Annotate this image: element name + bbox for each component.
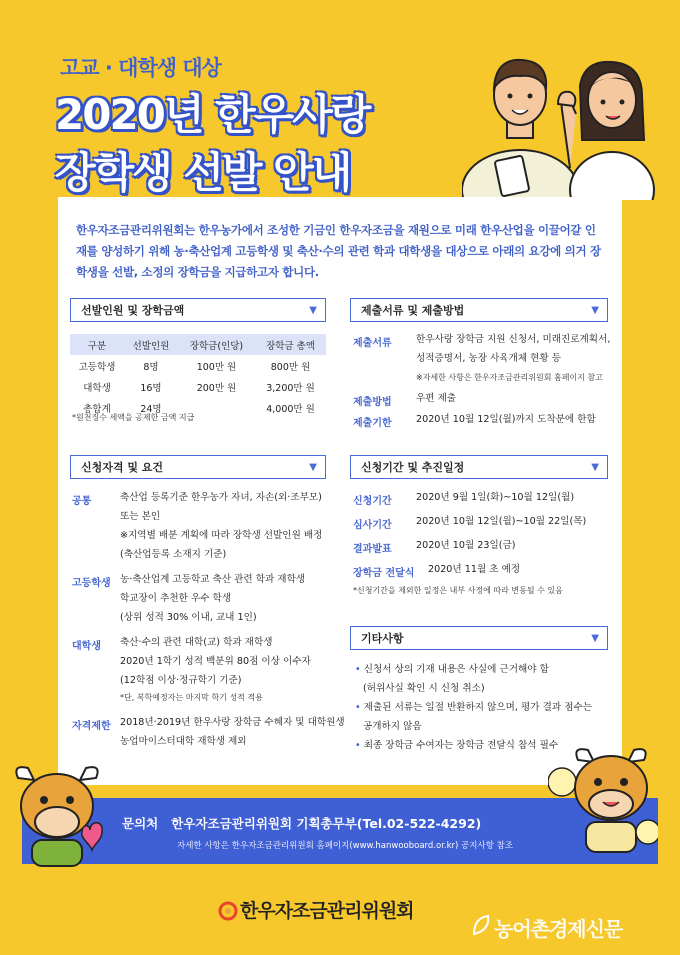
list-item: [355, 698, 592, 717]
eligibility-value: ※지역별 배분 계획에 따라 장학생 선발인원 배정: [120, 530, 323, 541]
newspaper-watermark: 농어촌경제신문: [494, 917, 623, 941]
doc-label: 제출서류: [353, 338, 392, 349]
table-header: 장학금(인당): [178, 334, 255, 355]
eligibility-value: 학교장이 추천한 우수 학생: [120, 593, 232, 604]
table-header-row: [70, 334, 326, 355]
eligibility-value: 축산업 등록기준 한우농가 자녀, 자손(외·조부모): [120, 492, 322, 503]
table-cell: 8명: [143, 361, 159, 373]
triangle-down-icon: ▼: [591, 461, 599, 473]
eligibility-label: 자격제한: [72, 721, 111, 732]
bullet-text: 신청서 상의 기재 내용은 사실에 근거해야 함: [363, 664, 549, 675]
triangle-down-icon: ▼: [309, 304, 317, 316]
eligibility-value: 농업마이스터대학 재학생 제외: [120, 736, 247, 747]
triangle-down-icon: ▼: [591, 304, 599, 316]
schedule-label: 장학금 전달식: [353, 568, 415, 579]
bullet-text-cont: (허위사실 확인 시 신청 취소): [363, 683, 485, 694]
bullet-text: 최종 장학금 수여자는 장학금 전달식 참석 필수: [363, 740, 559, 751]
table-header: 장학금 총액: [255, 334, 326, 355]
table-cell: 200만 원: [196, 382, 237, 394]
selection-table: [70, 334, 326, 418]
triangle-down-icon: ▼: [309, 461, 317, 473]
schedule-heading: [350, 455, 608, 479]
eligibility-value: 2018년·2019년 한우사랑 장학금 수혜자 및 대학원생: [120, 717, 345, 728]
schedule-value: 2020년 9월 1일(화)~10월 12일(월): [416, 492, 575, 503]
bullet-icon: •: [355, 664, 364, 675]
eligibility-heading: [70, 455, 326, 479]
documents-heading: [350, 298, 608, 322]
list-item: [355, 660, 549, 679]
list-item: [355, 736, 558, 755]
doc-value: 한우사랑 장학금 지원 신청서, 미래진로계획서,: [416, 334, 611, 345]
doc-label: 제출방법: [353, 397, 392, 408]
page-title-line2: 장학생 선발 안내: [55, 148, 351, 197]
eligibility-heading-label: 신청자격 및 요건: [81, 461, 164, 474]
doc-value: 2020년 10월 12일(월)까지 도착분에 한함: [416, 414, 596, 425]
eligibility-value: (축산업등록 소재지 기준): [120, 549, 227, 560]
schedule-label: 결과발표: [353, 544, 392, 555]
eligibility-value: 2020년 1학기 성적 백분위 80점 이상 이수자: [120, 656, 311, 667]
contact-line2: 자세한 사항은 한우자조금관리위원회 홈페이지(www.hanwooboard.or.kr) 공지사항 참조: [177, 841, 514, 851]
eligibility-value: (상위 성적 30% 이내, 교내 1인): [120, 612, 257, 623]
doc-note: ※자세한 사항은 한우자조금관리위원회 홈페이지 참고: [416, 373, 603, 382]
eligibility-value: 농·축산업계 고등학교 축산 관련 학과 재학생: [120, 574, 306, 585]
table-cell: 100만 원: [196, 361, 237, 373]
table-row: [70, 376, 326, 397]
organization-logo-text: 한우자조금관리위원회: [240, 900, 414, 922]
table-cell: 4,000만 원: [266, 403, 315, 415]
hanwoo-logo-icon: [218, 899, 238, 921]
eligibility-note: *단, 복학예정자는 마지막 학기 성적 적용: [120, 693, 263, 702]
doc-value: 우편 제출: [416, 393, 457, 404]
doc-label: 제출기한: [353, 418, 392, 429]
bullet-text: 제출된 서류는 일절 반환하지 않으며, 평가 결과 점수는: [363, 702, 593, 713]
schedule-value: 2020년 10월 23일(금): [416, 540, 516, 551]
eligibility-value: (12학점 이상·정규학기 기준): [120, 675, 242, 686]
triangle-down-icon: ▼: [591, 632, 599, 644]
eligibility-value: 축산·수의 관련 대학(교) 학과 재학생: [120, 637, 273, 648]
selection-heading-label: 선발인원 및 장학금액: [81, 304, 185, 317]
bullet-icon: •: [355, 702, 364, 713]
schedule-value: 2020년 10월 12일(월)~10월 22일(목): [416, 516, 587, 527]
schedule-label: 신청기간: [353, 496, 392, 507]
bullet-icon: •: [355, 740, 364, 751]
contact-label: 문의처: [122, 816, 159, 831]
table-cell: 800만 원: [270, 361, 311, 373]
bullet-text-cont: 공개하지 않음: [363, 721, 422, 732]
selection-heading: [70, 298, 326, 322]
table-cell: 24명: [140, 403, 162, 415]
cow-mascot-left: [10, 758, 105, 868]
table-cell: 3,200만 원: [266, 382, 315, 394]
schedule-label: 심사기간: [353, 520, 392, 531]
table-cell: 16명: [140, 382, 162, 394]
table-header: 선발인원: [124, 334, 178, 355]
table-cell: 대학생: [83, 382, 111, 394]
subtitle: 고교 · 대학생 대상: [60, 56, 221, 80]
other-heading-label: 기타사항: [361, 632, 404, 645]
intro-text: 한우자조금관리위원회는 한우농가에서 조성한 기금인 한우자조금을 재원으로 미래 한우산업을 이끌어갈 인재를 양성하기 위해 농·축산업계 고등학생 및 축산·수의 관련 학과 대학생을 대상으로 아래의 요강에 의거 장학생을 선발, 소정의 장학금을 지급하고자 합니다.: [76, 223, 601, 279]
table-cell: 고등학생: [78, 361, 116, 373]
table-cell: 총합계: [83, 403, 111, 415]
eligibility-value: 또는 본인: [120, 511, 161, 522]
contact-org: 한우자조금관리위원회 기획총무부(Tel.02-522-4292): [171, 816, 482, 831]
eligibility-label: 공통: [72, 496, 92, 507]
selection-note: *원천징수 세액을 공제한 금액 지급: [72, 413, 195, 422]
contact-line1: [122, 814, 481, 832]
students-illustration: [462, 40, 662, 200]
eligibility-label: 대학생: [72, 641, 101, 652]
eligibility-label: 고등학생: [72, 578, 111, 589]
schedule-heading-label: 신청기간 및 추진일정: [361, 461, 465, 474]
leaf-icon: [470, 912, 492, 938]
schedule-value: 2020년 11월 초 예정: [428, 564, 521, 575]
documents-heading-label: 제출서류 및 제출방법: [361, 304, 465, 317]
cow-mascot-right: [548, 742, 658, 862]
page-title-line1: 2020년 한우사랑: [55, 90, 370, 139]
table-row: [70, 355, 326, 376]
doc-value: 성적증명서, 농장 사육개체 현황 등: [416, 353, 561, 364]
table-header: 구분: [70, 334, 124, 355]
schedule-note: *신청기간을 제외한 일정은 내부 사정에 따라 변동될 수 있음: [353, 586, 563, 595]
other-heading: [350, 626, 608, 650]
